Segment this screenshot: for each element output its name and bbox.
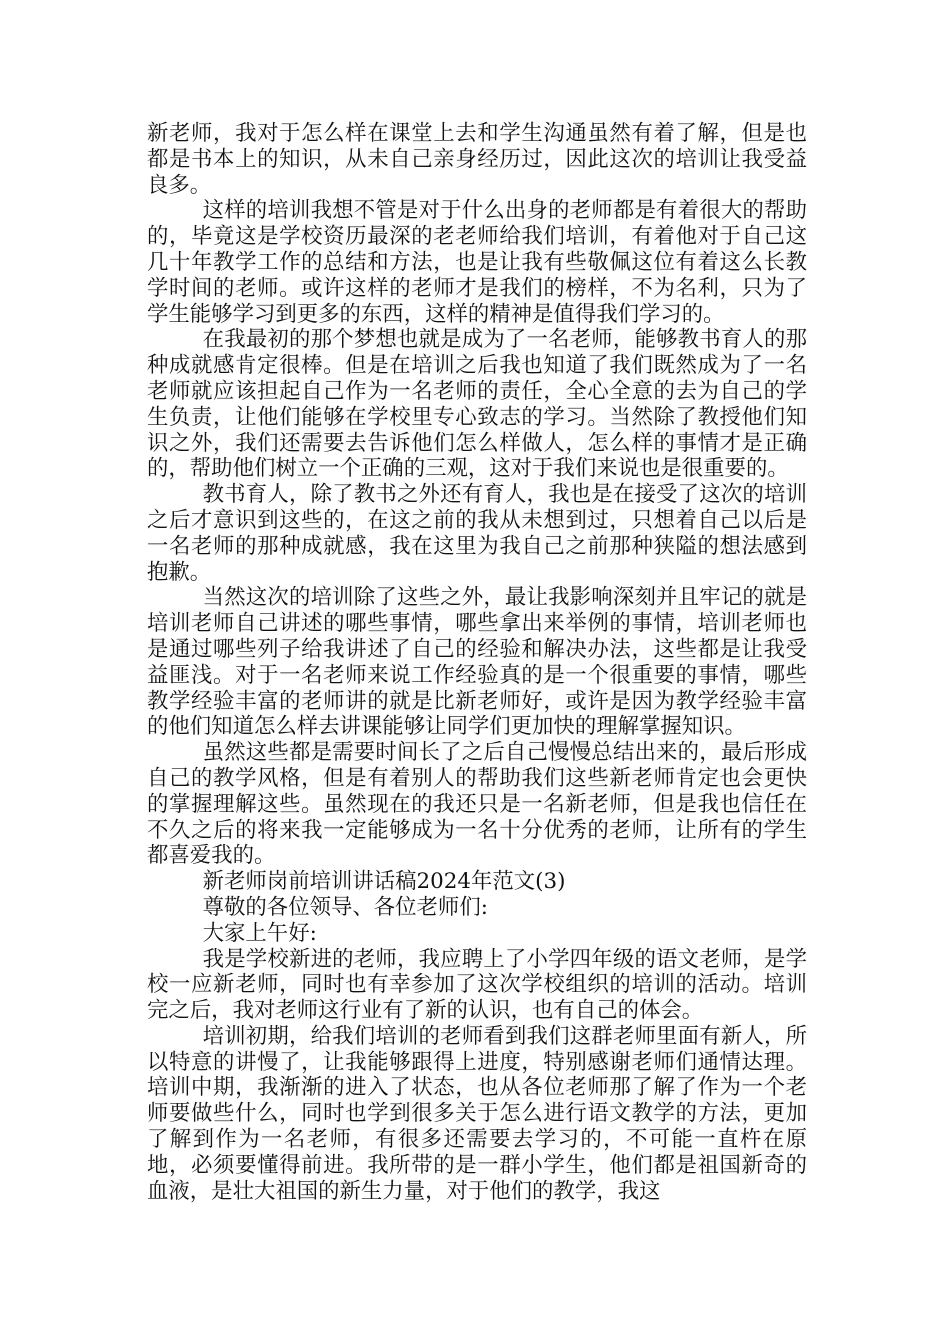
paragraph-introduction: 我是学校新进的老师，我应聘上了小学四年级的语文老师，是学校一应新老师，同时也有幸参加了这次学校组织的培训的活动。培训完之后，我对老师这行业有了新的认识，也有自己的体会。: [147, 946, 807, 1024]
salutation: 尊敬的各位领导、各位老师们:: [202, 894, 488, 920]
document-page: [147, 121, 807, 1204]
paragraph-teaching-style: 虽然这些都是需要时间长了之后自己慢慢总结出来的，最后形成自己的教学风格，但是有着别人的帮助我们这些新老师肯定也会更快的掌握理解这些。虽然现在的我还只是一名新老师，但是我也信任在不久之后的将来我一定能够成为一名十分优秀的老师，让所有的学生都喜爱我的。: [147, 740, 807, 869]
paragraph-training-stages: 培训初期，给我们培训的老师看到我们这群老师里面有新人，所以特意的讲慢了，让我能够跟得上进度，特别感谢老师们通情达理。培训中期，我渐渐的进入了状态，也从各位老师那了解了作为一个老师要做些什么，同时也学到很多关于怎么进行语文教学的方法，更加了解到作为一名老师，有很多还需要去学习的，不可能一直杵在原地，必须要懂得前进。我所带的是一群小学生，他们都是祖国新奇的血液，是壮大祖国的新生力量，对于他们的教学，我这: [147, 1023, 807, 1204]
paragraph-continuation: 新老师，我对于怎么样在课堂上去和学生沟通虽然有着了解，但是也都是书本上的知识，从未自己亲身经历过，因此这次的培训让我受益良多。: [147, 121, 807, 198]
paragraph-training-help: 这样的培训我想不管是对于什么出身的老师都是有着很大的帮助的，毕竟这是学校资历最深的老老师给我们培训，有着他对于自己这几十年教学工作的总结和方法，也是让我有些敬佩这位有着这么长教学时间的老师。或许这样的老师才是我们的榜样，不为名利，只为了学生能够学习到更多的东西，这样的精神是值得我们学习的。: [147, 198, 807, 327]
paragraph-teaching-educating: 教书育人，除了教书之外还有育人，我也是在接受了这次的培训之后才意识到这些的，在这之前的我从未想到过，只想着自己以后是一名老师的那种成就感，我在这里为我自己之前那种狭隘的想法感到抱歉。: [147, 482, 807, 585]
paragraph-dream: 在我最初的那个梦想也就是成为了一名老师，能够教书育人的那种成就感肯定很棒。但是在培训之后我也知道了我们既然成为了一名老师就应该担起自己作为一名老师的责任，全心全意的去为自己的学生负责，让他们能够在学校里专心致志的学习。当然除了教授他们知识之外，我们还需要去告诉他们怎么样做人，怎么样的事情才是正确的，帮助他们树立一个正确的三观，这对于我们来说也是很重要的。: [147, 327, 807, 482]
paragraph-experience: 当然这次的培训除了这些之外，最让我影响深刻并且牢记的就是培训老师自己讲述的哪些事情，哪些拿出来举例的事情，培训老师也是通过哪些列子给我讲述了自己的经验和解决办法，这些都是让我受益匪浅。对于一名老师来说工作经验真的是一个很重要的事情，哪些教学经验丰富的老师讲的就是比新老师好，或许是因为教学经验丰富的他们知道怎么样去讲课能够让同学们更加快的理解掌握知识。: [147, 585, 807, 740]
section-title: 新老师岗前培训讲话稿2024年范文(3): [202, 869, 566, 895]
greeting: 大家上午好:: [202, 920, 317, 946]
